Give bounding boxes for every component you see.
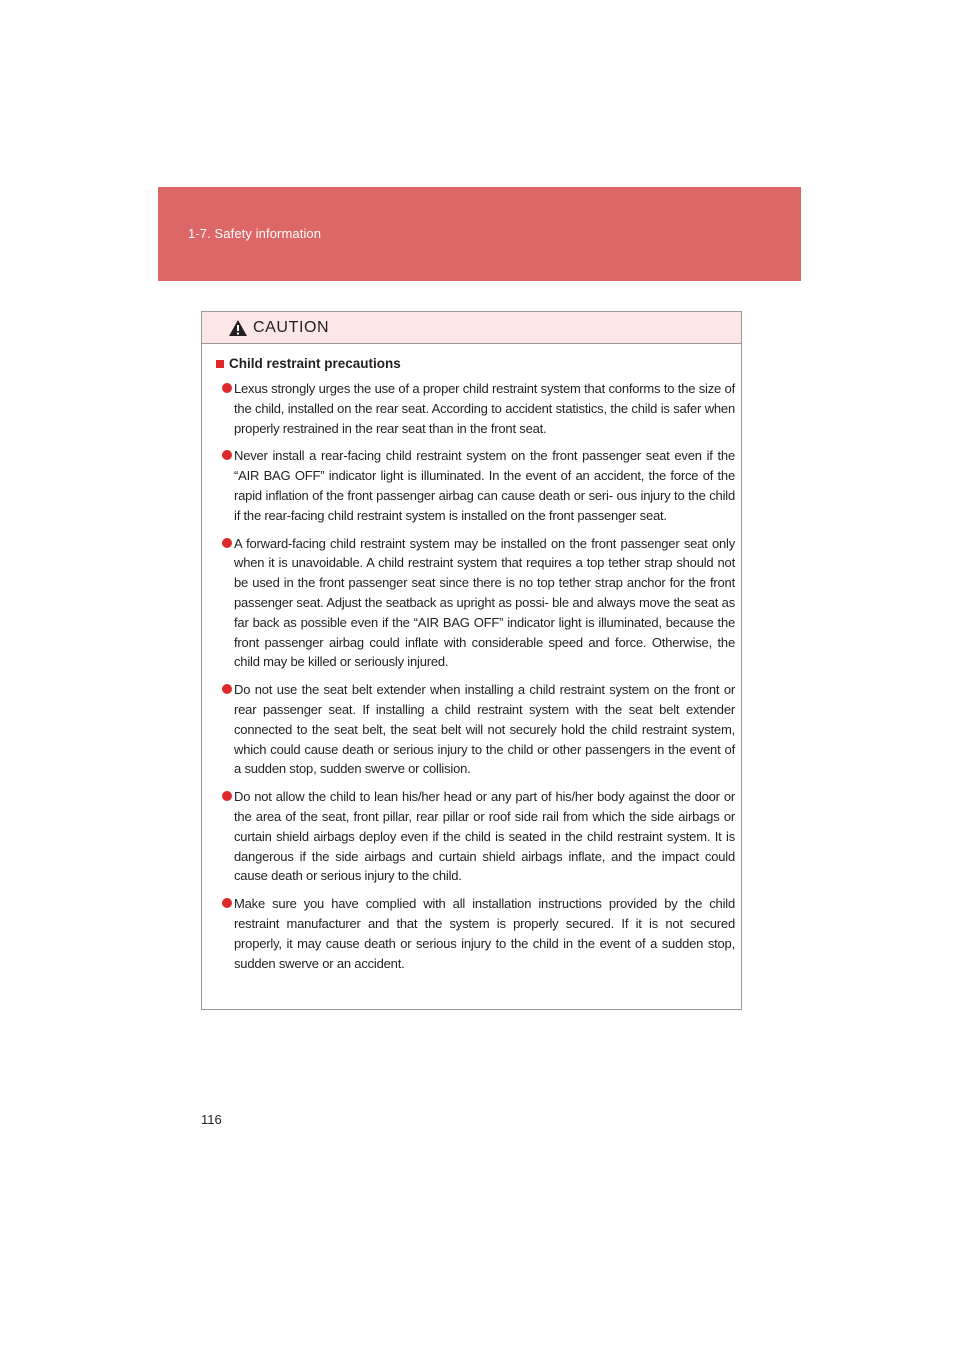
subheading-text: Child restraint precautions xyxy=(229,356,401,371)
list-item-text: Lexus strongly urges the use of a proper child restraint system that conforms to the size of the child, installed on the rear seat. According to accident statistics, the child is safer when properly restrained in the rear seat than in the front seat. xyxy=(234,381,735,436)
list-item xyxy=(216,446,735,525)
list-item xyxy=(216,894,735,973)
list-item xyxy=(216,534,735,673)
caution-box xyxy=(201,311,742,1010)
section-header-band xyxy=(158,187,801,281)
list-item xyxy=(216,787,735,886)
caution-body xyxy=(202,344,741,973)
caution-header xyxy=(202,312,741,344)
caution-list xyxy=(216,379,735,973)
warning-triangle-icon xyxy=(228,319,248,337)
list-item-text: A forward-facing child restraint system may be installed on the front passenger seat only when it is unavoidable. A child restraint system that requires a top tether strap should not be used in the front passenger seat since there is no top tether strap anchor for the front passenger seat. Adjust the seatback as upright as possi- ble and always move the seat as far back as possible even if the “AIR BAG OFF” indicator light is illuminated, because the front passenger airbag could inflate with considerable speed and force. Otherwise, the child may be killed or seriously injured. xyxy=(234,535,735,670)
dot-bullet-icon xyxy=(222,450,232,460)
list-item xyxy=(216,680,735,779)
dot-bullet-icon xyxy=(222,684,232,694)
page-number: 116 xyxy=(201,1112,222,1127)
subheading xyxy=(216,356,735,371)
list-item-text: Do not allow the child to lean his/her head or any part of his/her body against the door or the area of the seat, front pillar, rear pillar or roof side rail from which the side airbags or curtain shield airbags deploy even if the child is seated in the child restraint system. It is dangerous if the side airbags and curtain shield airbags inflate, and the impact could cause death or serious injury to the child. xyxy=(234,789,735,884)
dot-bullet-icon xyxy=(222,791,232,801)
square-bullet-icon xyxy=(216,360,224,368)
list-item-text: Make sure you have complied with all installation instructions provided by the child restraint manufacturer and that the system is properly secured. If it is not secured properly, it may cause death or serious injury to the child in the event of a sudden stop, sudden swerve or an accident. xyxy=(234,896,735,971)
dot-bullet-icon xyxy=(222,898,232,908)
list-item xyxy=(216,379,735,438)
dot-bullet-icon xyxy=(222,538,232,548)
list-item-text: Never install a rear-facing child restraint system on the front passenger seat even if the “AIR BAG OFF” indicator light is illuminated. In the event of an accident, the force of the rapid inflation of the front passenger airbag can cause death or seri- ous injury to the child if the rear-facing child restraint system is installed on the front passenger seat. xyxy=(234,448,735,523)
dot-bullet-icon xyxy=(222,383,232,393)
caution-label: CAUTION xyxy=(253,318,330,336)
list-item-text: Do not use the seat belt extender when installing a child restraint system on the front or rear passenger seat. If installing a child restraint system with the seat belt extender connected to the seat belt, the seat belt will not securely hold the child restraint system, which could cause death or serious injury to the child or other passengers in the event of a sudden stop, sudden swerve or collision. xyxy=(234,682,735,777)
section-title: 1-7. Safety information xyxy=(188,226,322,241)
